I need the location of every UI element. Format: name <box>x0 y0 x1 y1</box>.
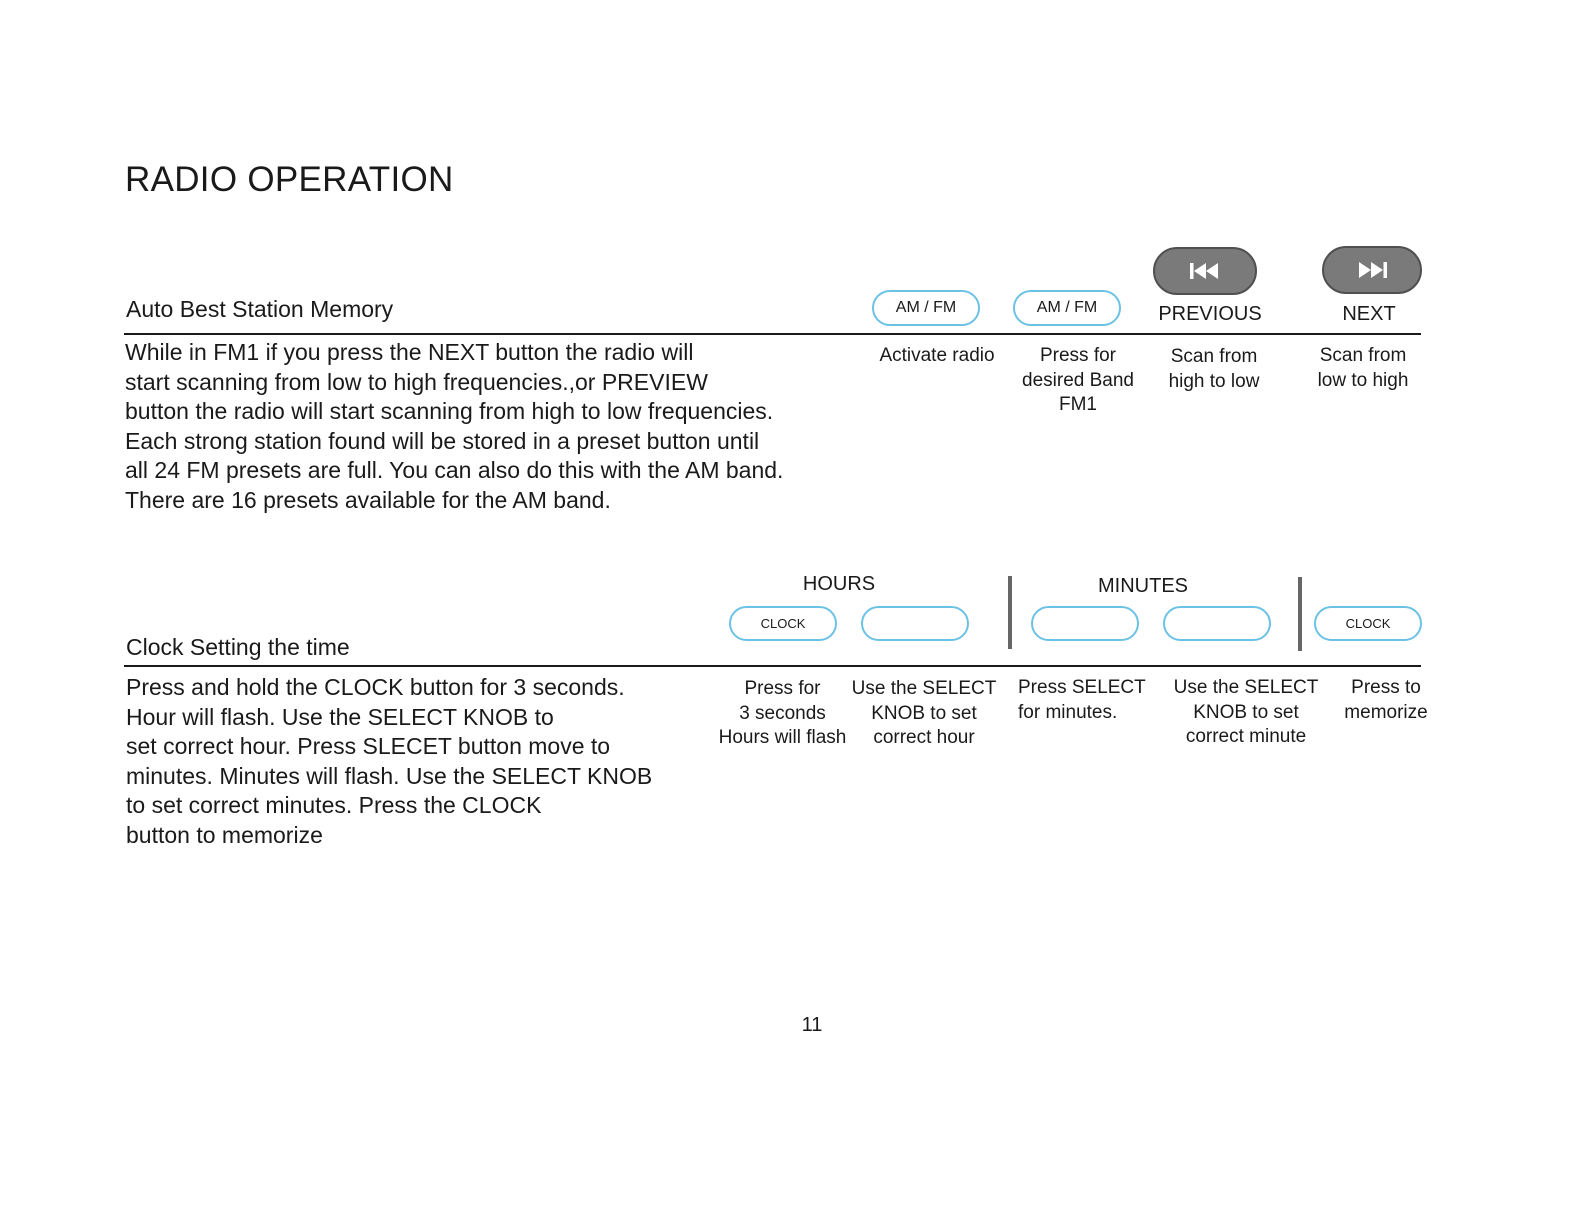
section-divider-clock-setting <box>124 665 1421 667</box>
caption-scan-low-high: Scan from low to high <box>1317 345 1409 391</box>
minutes-group-label: MINUTES <box>1098 575 1188 597</box>
previous-button[interactable] <box>1153 247 1257 295</box>
divider-bar-hours-minutes <box>1008 576 1012 649</box>
caption-step-set-hour: Use the SELECT KNOB to set correct hour <box>851 678 997 748</box>
caption-step-memorize: Press to memorize <box>1344 677 1428 723</box>
minute-select-button-1[interactable] <box>1031 606 1139 641</box>
minute-select-button-2[interactable] <box>1163 606 1271 641</box>
page-number: 11 <box>801 1014 823 1036</box>
hour-select-button[interactable] <box>861 606 969 641</box>
caption-activate-radio: Activate radio <box>879 345 995 366</box>
previous-label: PREVIOUS <box>1158 303 1262 325</box>
section-divider-auto-memory <box>124 333 1421 335</box>
section-heading-clock-setting: Clock Setting the time <box>126 634 350 660</box>
caption-step-set-minute: Use the SELECT KNOB to set correct minute <box>1173 677 1319 747</box>
caption-desired-band: Press for desired Band FM1 <box>1022 345 1134 415</box>
next-button[interactable] <box>1322 246 1422 294</box>
clock-button-hours[interactable]: CLOCK <box>729 606 837 641</box>
amfm-button-1[interactable]: AM / FM <box>872 290 980 326</box>
page-title: RADIO OPERATION <box>125 160 454 199</box>
skip-forward-icon <box>1352 259 1392 281</box>
auto-memory-description: While in FM1 if you press the NEXT button the radio will start scanning from low to high frequencies.,or PREVIEW button the radio will start scanning from high to low frequencies. Each strong station found will be stored in a preset button until all 24 FM presets are full. You can also do this with the AM band. There are 16 presets available for the AM band. <box>125 339 784 513</box>
clock-setting-description: Press and hold the CLOCK button for 3 seconds. Hour will flash. Use the SELECT KNOB to set correct hour. Press SLECET button move to minutes. Minutes will flash. Use the SELECT KNOB to set correct minutes. Press the CLOCK button to memorize <box>126 674 653 848</box>
section-heading-auto-memory: Auto Best Station Memory <box>126 296 394 322</box>
clock-button-memorize[interactable]: CLOCK <box>1314 606 1422 641</box>
divider-bar-minutes-clock <box>1298 577 1302 651</box>
skip-back-icon <box>1185 260 1225 282</box>
caption-step-select-minutes: Press SELECT for minutes. <box>1018 677 1146 723</box>
amfm-button-2[interactable]: AM / FM <box>1013 290 1121 326</box>
next-label: NEXT <box>1342 303 1396 325</box>
caption-step-hold-clock: Press for 3 seconds Hours will flash <box>718 678 847 748</box>
caption-scan-high-low: Scan from high to low <box>1168 346 1260 392</box>
hours-group-label: HOURS <box>802 573 876 595</box>
